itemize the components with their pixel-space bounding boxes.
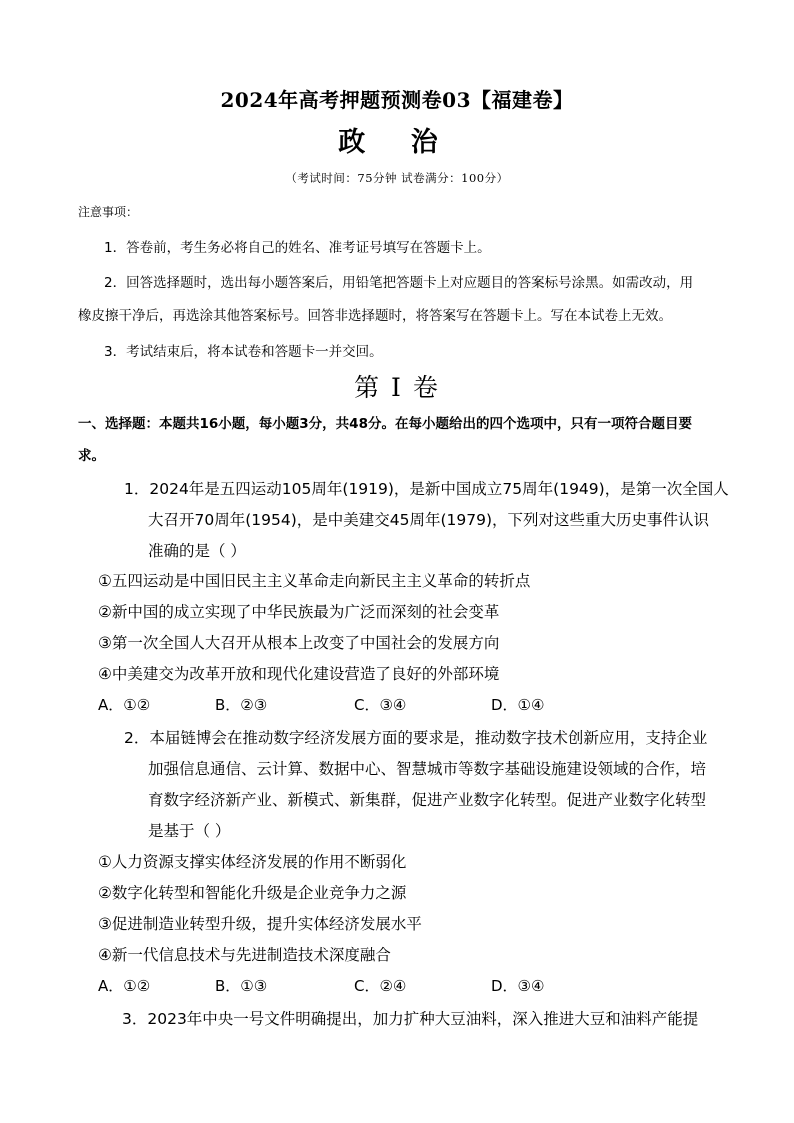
question-2-statement-1: ①人力资源支撑实体经济发展的作用不断弱化 [98,853,407,871]
question-1-line-3: 准确的是（ ） [148,542,246,560]
question-2-statement-2: ②数字化转型和智能化升级是企业竞争力之源 [98,884,407,902]
section-instruction-line-1: 一、选择题：本题共16小题，每小题3分，共48分。在每小题给出的四个选项中，只有一项符合题目要 [78,416,692,432]
notice-heading: 注意事项： [78,205,139,219]
question-2-line-1: 2．本届链博会在推动数字经济发展方面的要求是，推动数字技术创新应用，支持企业 [124,729,708,747]
question-2-option-c[interactable]: C．②④ [354,977,407,995]
question-1-line-1: 1．2024年是五四运动105周年(1919)，是新中国成立75周年(1949)，是第一次全国人 [124,480,729,498]
question-2-statement-4: ④新一代信息技术与先进制造技术深度融合 [98,946,391,964]
exam-info: （考试时间：75分钟 试卷满分：100分） [285,171,509,185]
notice-item-2-line-1: 2．回答选择题时，选出每小题答案后，用铅笔把答题卡上对应题目的答案标号涂黑。如需改动，用 [104,275,694,291]
question-2-line-4: 是基于（ ） [148,822,231,840]
notice-item-2-line-2: 橡皮擦干净后，再选涂其他答案标号。回答非选择题时，将答案写在答题卡上。写在本试卷上无效。 [78,308,672,324]
question-2-option-a[interactable]: A．①② [98,977,151,995]
question-2-line-3: 育数字经济新产业、新模式、新集群，促进产业数字化转型。促进产业数字化转型 [148,791,707,809]
question-1-statement-1: ①五四运动是中国旧民主主义革命走向新民主主义革命的转折点 [98,572,531,590]
notice-item-3: 3．考试结束后，将本试卷和答题卡一并交回。 [104,344,383,360]
section-instruction-line-2: 求。 [78,448,105,464]
question-2-option-b[interactable]: B．①③ [215,977,268,995]
exam-title: 2024年高考押题预测卷03【福建卷】 [220,88,574,112]
notice-item-1: 1．答卷前，考生务必将自己的姓名、准考证号填写在答题卡上。 [104,240,491,256]
question-1-option-d[interactable]: D．①④ [491,696,545,714]
question-2-option-d[interactable]: D．③④ [491,977,545,995]
question-1-option-c[interactable]: C．③④ [354,696,407,714]
question-1-option-b[interactable]: B．②③ [215,696,268,714]
subject-title: 政 治 [338,127,456,158]
section-title: 第 I 卷 [354,373,440,402]
question-1-statement-2: ②新中国的成立实现了中华民族最为广泛而深刻的社会变革 [98,603,500,621]
question-2-line-2: 加强信息通信、云计算、数据中心、智慧城市等数字基础设施建设领域的合作，培 [148,760,707,778]
question-1-option-a[interactable]: A．①② [98,696,151,714]
question-1-statement-3: ③第一次全国人大召开从根本上改变了中国社会的发展方向 [98,634,500,652]
question-1-statement-4: ④中美建交为改革开放和现代化建设营造了良好的外部环境 [98,665,500,683]
question-1-line-2: 大召开70周年(1954)，是中美建交45周年(1979)，下列对这些重大历史事件认识 [148,511,710,529]
question-2-statement-3: ③促进制造业转型升级，提升实体经济发展水平 [98,915,422,933]
question-3-line-1: 3．2023年中央一号文件明确提出，加力扩种大豆油料，深入推进大豆和油料产能提 [122,1010,699,1028]
